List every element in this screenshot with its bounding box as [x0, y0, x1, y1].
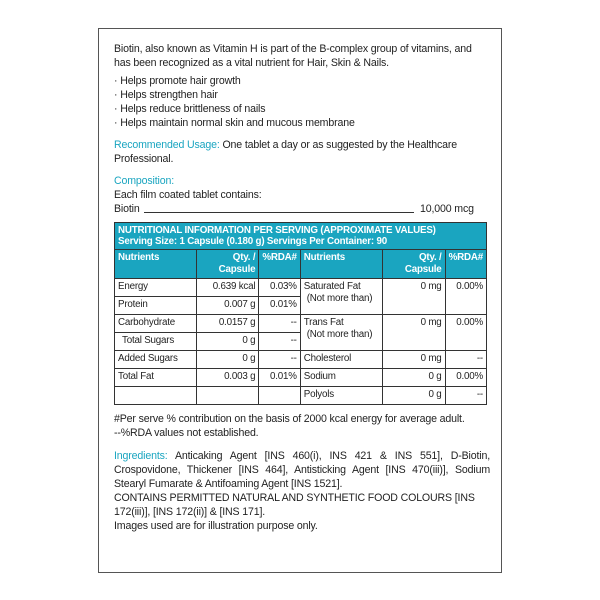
- column-header: %RDA#: [259, 250, 300, 279]
- product-label: [98, 28, 502, 573]
- table-row: Added Sugars 0 g -- Cholesterol 0 mg --: [115, 351, 487, 369]
- composition-row: [114, 202, 490, 216]
- column-header: Qty. / Capsule: [383, 250, 445, 279]
- column-header-row: [115, 250, 487, 279]
- composition-item: Biotin: [114, 203, 140, 215]
- footnote-rda: #Per serve % contribution on the basis of 2000 kcal energy for average adult.: [114, 413, 465, 425]
- benefits-list: [114, 74, 490, 130]
- column-header: %RDA#: [445, 250, 486, 279]
- composition-subtitle: Each film coated tablet contains:: [114, 189, 262, 201]
- ingredients-text: Anticaking Agent [INS 460(i), INS 421 & INS 551], D-Biotin, Crospovidone, Thickener [INS 464], Antisticking Agent [INS 470(iii)], Sodium Stearyl Fumarate & Antifoaming Agent [INS 1521].: [114, 450, 490, 490]
- footnotes: [114, 412, 490, 440]
- footnote-not-established: --%RDA values not established.: [114, 427, 259, 439]
- column-header: Qty. / Capsule: [197, 250, 259, 279]
- column-header: Nutrients: [115, 250, 197, 279]
- usage-text: One tablet a day or as suggested by the Healthcare Professional.: [114, 139, 457, 165]
- table-row: Carbohydrate 0.0157 g -- Trans Fat (Not more than) 0 mg 0.00%: [115, 315, 487, 333]
- intro-text: Biotin, also known as Vitamin H is part of the B-complex group of vitamins, and has been recognized as a vital nutrient for Hair, Skin & Nails.: [114, 43, 472, 69]
- illustration-note: Images used are for illustration purpose only.: [114, 520, 318, 532]
- table-row: Protein 0.007 g 0.01%: [115, 297, 487, 315]
- bullet: ·: [114, 103, 118, 115]
- recommended-usage: [114, 138, 490, 166]
- nutrition-header: NUTRITIONAL INFORMATION PER SERVING (APPROXIMATE VALUES) Serving Size: 1 Capsule (0.180 g) Servings Per Container: 90: [115, 223, 487, 250]
- benefit-item: · Helps reduce brittleness of nails: [114, 103, 266, 115]
- bullet: ·: [114, 75, 118, 87]
- nutrition-table: [114, 222, 487, 405]
- label-content: [114, 42, 490, 533]
- table-row: Total Fat 0.003 g 0.01% Sodium 0 g 0.00%: [115, 369, 487, 387]
- ingredients: [114, 449, 490, 491]
- benefit-item: · Helps promote hair growth: [114, 75, 241, 87]
- bullet: ·: [114, 117, 118, 129]
- table-row: Total Sugars 0 g --: [115, 333, 487, 351]
- ingredients-label: Ingredients:: [114, 450, 168, 462]
- column-header: Nutrients: [300, 250, 383, 279]
- table-row: Energy 0.639 kcal 0.03% Saturated Fat (Not more than) 0 mg 0.00%: [115, 279, 487, 297]
- benefit-item: · Helps strengthen hair: [114, 89, 218, 101]
- leader-line: [144, 212, 414, 213]
- composition-qty: 10,000 mcg: [420, 203, 474, 215]
- bullet: ·: [114, 89, 118, 101]
- usage-label: Recommended Usage:: [114, 139, 220, 151]
- table-row: Polyols 0 g --: [115, 387, 487, 405]
- benefit-item: · Helps maintain normal skin and mucous membrane: [114, 117, 355, 129]
- colours-note: CONTAINS PERMITTED NATURAL AND SYNTHETIC FOOD COLOURS [INS 172(iii)], [INS 172(ii)] & [INS 171].: [114, 492, 475, 518]
- composition-label: Composition:: [114, 175, 175, 187]
